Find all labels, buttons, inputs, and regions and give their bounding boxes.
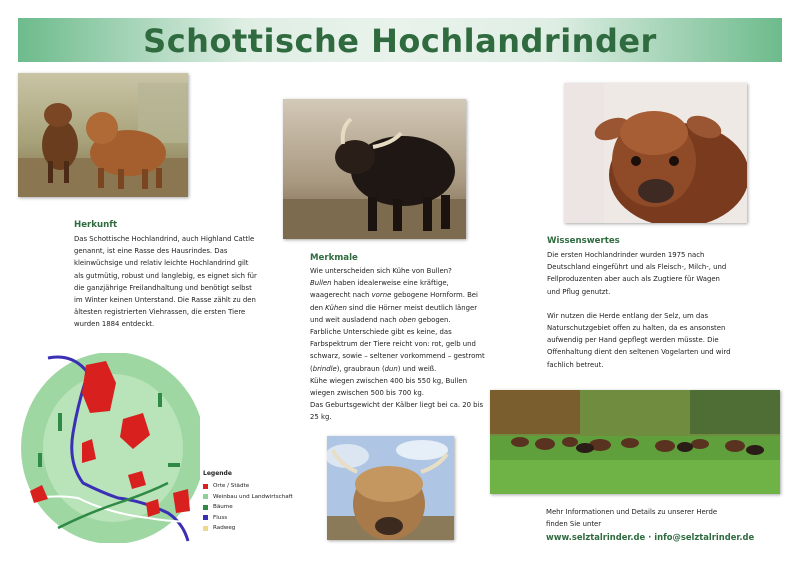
legend-item: Fluss [203,513,293,524]
merkmale-birth-weight-paragraph: Das Geburtsgewicht der Kälber liegt bei ca. 20 bis 25 kg. [310,401,484,422]
herkunft-text [74,233,260,331]
wissenswertes-paragraph-2: Wir nutzen die Herde entlang der Selz, um das Naturschutzgebiet offen zu halten, da es ansonsten aufwendig per Hand gepflegt werden müsste. Die Offenhaltung dient den seltenen Vogelarten und wird fachlich betreut. [547,311,731,369]
legend-swatch-fluss [203,515,208,520]
title-banner [18,18,782,62]
legend-item: Weinbau und Landwirtschaft [203,492,293,503]
legend-item: Orte / Städte [203,481,293,492]
info-paragraph: Mehr Informationen und Details zu unserer Herde finden Sie unter [546,508,718,529]
calf-portrait-photo [564,83,747,223]
merkmale-question: Wie unterscheiden sich Kühe von Bullen? [310,267,452,275]
area-map [18,353,200,543]
shaggy-head-photo [327,436,454,540]
wissenswertes-paragraph-1: Die ersten Hochlandrinder wurden 1975 nach Deutschland eingeführt und als Fleisch-, Milch-, und Fellproduzenten aber auch als Zugtiere für Wagen und Pflug genutzt. [547,251,727,296]
info-text [546,506,736,530]
merkmale-text [310,265,490,424]
herkunft-heading: Herkunft [74,220,118,230]
wissenswertes-heading: Wissenswertes [547,236,620,246]
herkunft-paragraph: Das Schottische Hochlandrind, auch Highland Cattle genannt, ist eine Rasse des Hausrindes. Das kleinwüchsige und relativ leichte Hochlandrind gilt als gutmütig, robust und langlebig, es eignet sich für die ganzjährige Freilandhaltung und benötigt selbst im Winter keinen Unterstand. Die Rasse zählt zu den ältesten registrierten Viehrassen, die ersten Tiere wurden 1884 entdeckt. [74,235,257,329]
merkmale-weight-paragraph: Kühe wiegen zwischen 400 bis 550 kg, Bullen wiegen zwischen 500 bis 700 kg. [310,376,468,398]
legend-swatch-orte [203,484,208,489]
calves-photo [18,73,188,197]
wissenswertes-text [547,249,733,371]
page-title: Schottische Hochlandrinder [143,22,657,60]
bull-photo [283,99,466,239]
legend-item: Bäume [203,502,293,513]
herd-photo [490,390,780,494]
legend-swatch-weinbau [203,494,208,499]
legend-item: Radweg [203,523,293,534]
map-legend [203,470,293,534]
website-email-links[interactable]: www.selztalrinder.de · info@selztalrinder.de [546,532,755,542]
merkmale-heading: Merkmale [310,253,358,263]
legend-swatch-radweg [203,526,208,531]
merkmale-horns-paragraph: Bullen haben idealerweise eine kräftige, waagerecht nach vorne gebogene Hornform. Bei den Kühen sind die Hörner meist deutlich länger und weit ausladend nach oben gebogen. [310,279,478,324]
merkmale-colors-paragraph: Farbliche Unterschiede gibt es keine, das Farbspektrum der Tiere reicht von: rot, gelb und schwarz, sowie – seltener vorkommend – gestromt (brindle), graubraun (dun) und weiß. [310,328,485,373]
legend-title: Legende [203,470,232,477]
legend-swatch-baeume [203,505,208,510]
